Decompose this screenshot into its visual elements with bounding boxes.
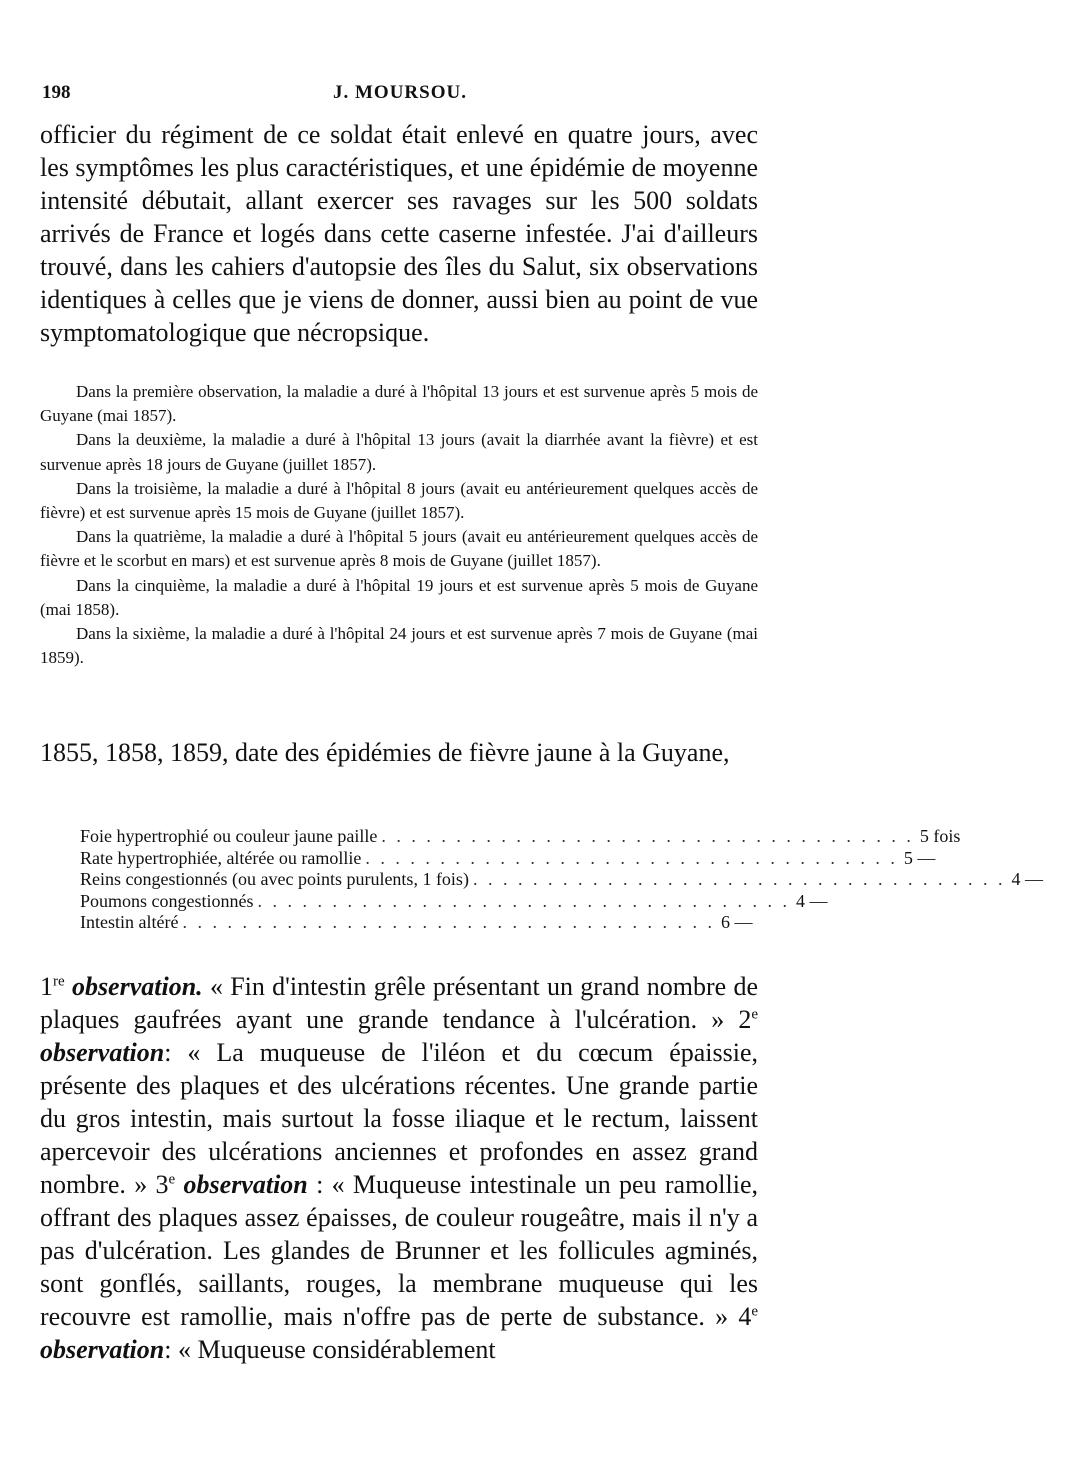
row-label: Poumons congestionnés (80, 890, 254, 911)
note-3: Dans la troisième, la maladie a duré à l'hôpital 8 jours (avait eu antérieurement quelques accès de fièvre) et est survenue après 15 mois de Guyane (juillet 1857). (40, 478, 758, 523)
note-5: Dans la cinquième, la maladie a duré à l'hôpital 19 jours et est survenue après 5 mois de Guyane (mai 1858). (40, 575, 758, 619)
obs3-text: : « Muqueuse intestinale un peu ramollie, offrant des plaques assez épaisses, de couleur rougeâtre, mais il n'y a pas d'ulcération. Les glandes de Brunner et les follicules agminés, sont gonflés, saillants, rouges, la membrane muqueuse qui les recouvre est ramollie, mais n'offre pas de perte de substance. » (40, 1170, 759, 1331)
row-value: 4 — (1011, 869, 1043, 889)
obs4-text: : « Muqueuse considérablement (164, 1335, 496, 1364)
table-row (80, 826, 961, 848)
obs2-text: : « La muqueuse de l'iléon et du cœcum épaissie, présente des plaques et des ulcérations récentes. Une grande partie du gros intestin, mais surtout la fosse iliaque et le rectum, laissent apercevoir des ulcérations anciennes et profondes en assez grand nombre. » (40, 1038, 758, 1199)
row-label: Reins congestionnés (ou avec points purulents, 1 fois) (80, 869, 469, 889)
obs2-number: 2 (738, 1005, 752, 1034)
note-1: Dans la première observation, la maladie a duré à l'hôpital 13 jours et est survenue après 5 mois de Guyane (mai 1857). (40, 382, 758, 426)
table-row (80, 912, 753, 934)
row-label: Foie hypertrophié ou couleur jaune paille (80, 826, 378, 846)
autopsy-notes (40, 380, 758, 670)
obs3-number: 3 (155, 1170, 169, 1199)
obs4-superscript: e (751, 1303, 759, 1320)
row-value: 6 — (720, 912, 753, 932)
obs1-title: observation. (71, 972, 203, 1001)
table-row (80, 847, 936, 870)
leader-dots: . . . . . . . . . . . . . . . . . . . . . . . . . . . . . . . . . . . . (365, 847, 898, 868)
note-6: Dans la sixième, la maladie a duré à l'hôpital 24 jours et est survenue après 7 mois de Guyane (mai 1859). (40, 624, 758, 668)
obs4-number: 4 (738, 1302, 752, 1331)
row-value: 5 — (903, 847, 936, 868)
obs1-superscript: re (53, 973, 65, 990)
leader-dots: . . . . . . . . . . . . . . . . . . . . . . . . . . . . . . . . . . . . (472, 869, 1006, 889)
row-value: 4 — (796, 890, 828, 911)
row-label: Rate hypertrophiée, altérée ou ramollie (80, 847, 362, 868)
table-row (80, 869, 1043, 891)
epidemics-line: 1855, 1858, 1859, date des épidémies de fièvre jaune à la Guyane, (40, 738, 730, 767)
findings-table (80, 826, 1043, 934)
table-row (80, 890, 828, 913)
note-2: Dans la deuxième, la maladie a duré à l'hôpital 13 jours (avait la diarrhée avant la fièvre) et est survenue après 18 jours de Guyane (juillet 1857). (40, 430, 758, 474)
obs3-superscript: e (168, 1171, 176, 1188)
row-label: Intestin altéré (80, 912, 179, 932)
leader-dots: . . . . . . . . . . . . . . . . . . . . . . . . . . . . . . . . . . . . (381, 826, 914, 846)
obs3-title: observation (183, 1170, 308, 1199)
page-number: 198 (42, 82, 71, 103)
obs2-title: observation (40, 1038, 165, 1067)
note-4: Dans la quatrième, la maladie a duré à l'hôpital 5 jours (avait eu antérieurement quelques accès de fièvre et le scorbut en mars) et est survenue après 8 mois de Guyane (juillet 1857). (40, 527, 758, 571)
leader-dots: . . . . . . . . . . . . . . . . . . . . . . . . . . . . . . . . . . . . (182, 912, 715, 932)
running-head: J. MOURSOU. (333, 82, 467, 103)
obs2-superscript: e (751, 1006, 758, 1023)
leader-dots: . . . . . . . . . . . . . . . . . . . . . . . . . . . . . . . . . . . . (257, 890, 790, 911)
paragraph-main: officier du régiment de ce soldat était enlevé en quatre jours, avec les symptômes les plus caractéristiques, et une épidémie de moyenne intensité débutait, allant exercer ses ravages sur les 500 soldats arrivés de France et logés dans cette caserne infestée. J'ai d'ailleurs trouvé, dans les cahiers d'autopsie des îles du Salut, six observations identiques à celles que je viens de donner, aussi bien au point de vue symptomatologique que nécropsique. (40, 120, 758, 347)
obs4-title: observation (40, 1335, 165, 1364)
page-header (40, 82, 760, 112)
obs1-text: « Fin d'intestin grêle présentant un grand nombre de plaques gaufrées ayant une grande tendance à l'ulcération. » (40, 972, 759, 1034)
observations-paragraph (40, 970, 758, 1366)
obs1-number: 1 (40, 972, 53, 1001)
row-value: 5 fois (919, 826, 961, 846)
